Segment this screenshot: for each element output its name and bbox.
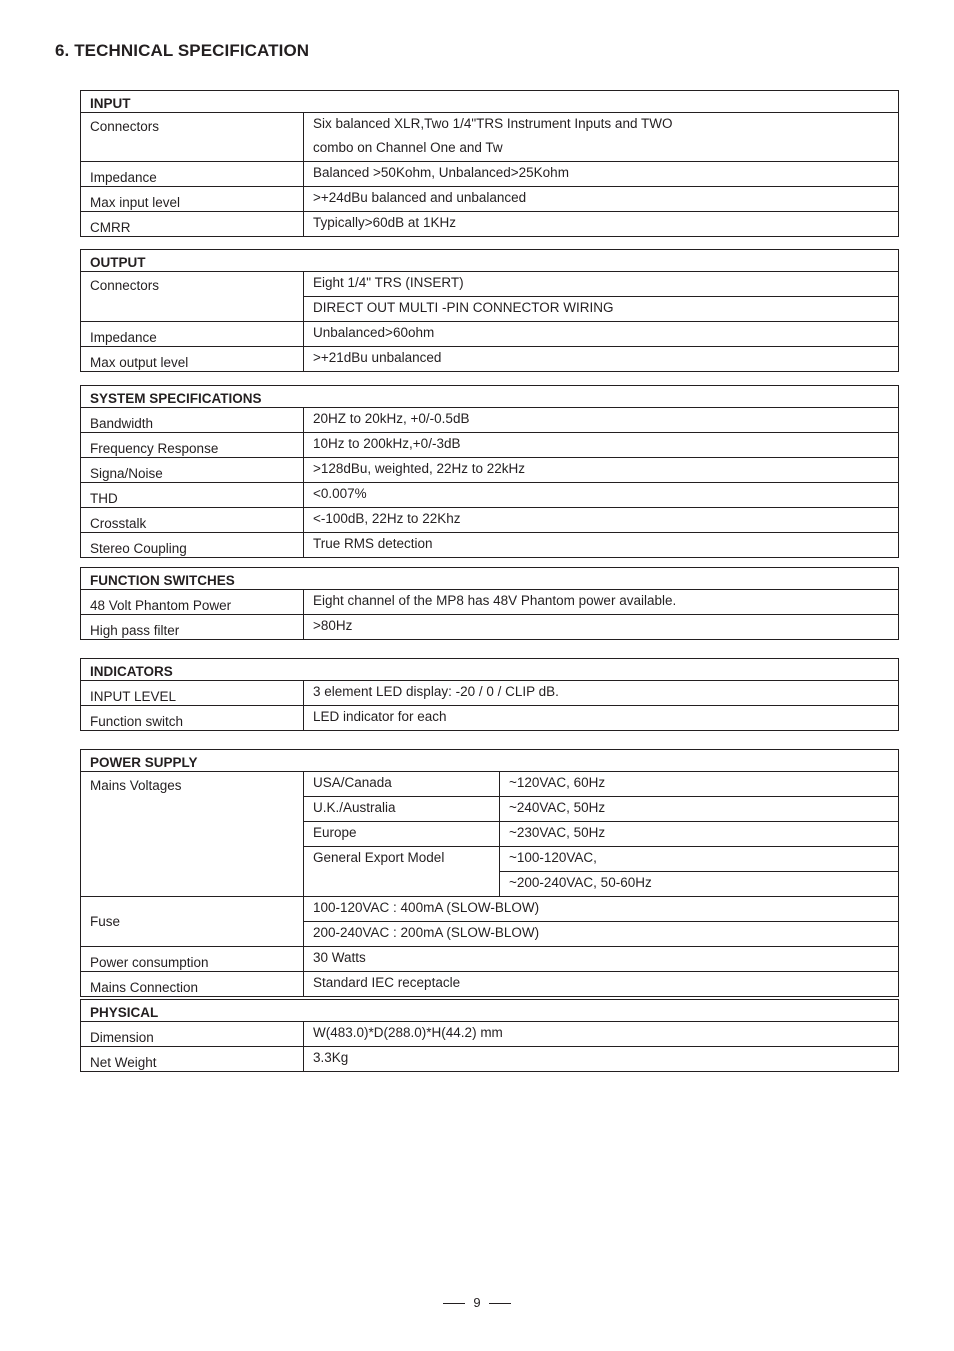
output-impedance-value: Unbalanced>60ohm	[304, 322, 899, 347]
output-spec-table	[80, 249, 899, 372]
page-title: 6. TECHNICAL SPECIFICATION	[55, 41, 310, 60]
power-voltage: ~240VAC, 50Hz	[500, 797, 899, 822]
system-row-value: True RMS detection	[304, 533, 899, 558]
indicators-header: INDICATORS	[81, 659, 899, 681]
function-switches-header: FUNCTION SWITCHES	[81, 568, 899, 590]
system-row-value: <0.007%	[304, 483, 899, 508]
power-voltage: ~100-120VAC,	[500, 847, 899, 872]
indicators-table	[80, 658, 899, 731]
function-row-label: 48 Volt Phantom Power	[81, 590, 304, 615]
input-header: INPUT	[81, 91, 899, 113]
power-connection-label: Mains Connection	[81, 972, 304, 997]
indicators-row-value: LED indicator for each	[304, 706, 899, 731]
power-voltage: ~120VAC, 60Hz	[500, 772, 899, 797]
input-cmrr-value: Typically>60dB at 1KHz	[304, 212, 899, 237]
output-max-value: >+21dBu unbalanced	[304, 347, 899, 372]
power-mains-label: Mains Voltages	[81, 772, 304, 897]
system-row-label: Signa/Noise	[81, 458, 304, 483]
function-switches-table	[80, 567, 899, 640]
input-spec-table	[80, 90, 899, 237]
power-region: Europe	[304, 822, 500, 847]
physical-header: PHYSICAL	[81, 1000, 899, 1022]
system-row-value: 20HZ to 20kHz, +0/-0.5dB	[304, 408, 899, 433]
output-connectors-line2: DIRECT OUT MULTI -PIN CONNECTOR WIRING	[304, 297, 899, 322]
footer-dash-left	[443, 1303, 465, 1304]
input-cmrr-label: CMRR	[81, 212, 304, 237]
input-connectors-line1: Six balanced XLR,Two 1/4"TRS Instrument Inputs and TWO	[304, 113, 899, 138]
power-region: USA/Canada	[304, 772, 500, 797]
physical-table	[80, 999, 899, 1072]
indicators-row-label: INPUT LEVEL	[81, 681, 304, 706]
input-impedance-label: Impedance	[81, 162, 304, 187]
power-consumption-label: Power consumption	[81, 947, 304, 972]
function-row-value: Eight channel of the MP8 has 48V Phantom power available.	[304, 590, 899, 615]
physical-row-value: W(483.0)*D(288.0)*H(44.2) mm	[304, 1022, 899, 1047]
system-spec-table	[80, 385, 899, 558]
input-connectors-label: Connectors	[81, 113, 304, 162]
input-impedance-value: Balanced >50Kohm, Unbalanced>25Kohm	[304, 162, 899, 187]
power-region: General Export Model	[304, 847, 500, 897]
input-max-label: Max input level	[81, 187, 304, 212]
indicators-row-value: 3 element LED display: -20 / 0 / CLIP dB.	[304, 681, 899, 706]
function-row-value: >80Hz	[304, 615, 899, 640]
system-row-label: Crosstalk	[81, 508, 304, 533]
system-row-value: >128dBu, weighted, 22Hz to 22kHz	[304, 458, 899, 483]
indicators-row-label: Function switch	[81, 706, 304, 731]
physical-row-label: Dimension	[81, 1022, 304, 1047]
power-voltage-2: ~200-240VAC, 50-60Hz	[500, 872, 899, 897]
page-number-footer	[0, 1295, 954, 1310]
power-consumption-value: 30 Watts	[304, 947, 899, 972]
power-voltage: ~230VAC, 50Hz	[500, 822, 899, 847]
system-row-label: Bandwidth	[81, 408, 304, 433]
input-max-value: >+24dBu balanced and unbalanced	[304, 187, 899, 212]
output-connectors-line1: Eight 1/4" TRS (INSERT)	[304, 272, 899, 297]
system-row-label: Stereo Coupling	[81, 533, 304, 558]
power-header: POWER SUPPLY	[81, 750, 899, 772]
physical-row-value: 3.3Kg	[304, 1047, 899, 1072]
input-connectors-line2: combo on Channel One and Tw	[304, 137, 899, 162]
power-region: U.K./Australia	[304, 797, 500, 822]
output-max-label: Max output level	[81, 347, 304, 372]
function-row-label: High pass filter	[81, 615, 304, 640]
system-header: SYSTEM SPECIFICATIONS	[81, 386, 899, 408]
physical-row-label: Net Weight	[81, 1047, 304, 1072]
system-row-value: 10Hz to 200kHz,+0/-3dB	[304, 433, 899, 458]
power-fuse-label: Fuse	[81, 897, 304, 947]
power-supply-table	[80, 749, 899, 997]
output-header: OUTPUT	[81, 250, 899, 272]
system-row-label: Frequency Response	[81, 433, 304, 458]
system-row-label: THD	[81, 483, 304, 508]
power-connection-value: Standard IEC receptacle	[304, 972, 899, 997]
output-impedance-label: Impedance	[81, 322, 304, 347]
footer-dash-right	[489, 1303, 511, 1304]
page-number: 9	[473, 1295, 481, 1310]
system-row-value: <-100dB, 22Hz to 22Khz	[304, 508, 899, 533]
power-fuse-line1: 100-120VAC : 400mA (SLOW-BLOW)	[304, 897, 899, 922]
output-connectors-label: Connectors	[81, 272, 304, 322]
power-fuse-line2: 200-240VAC : 200mA (SLOW-BLOW)	[304, 922, 899, 947]
